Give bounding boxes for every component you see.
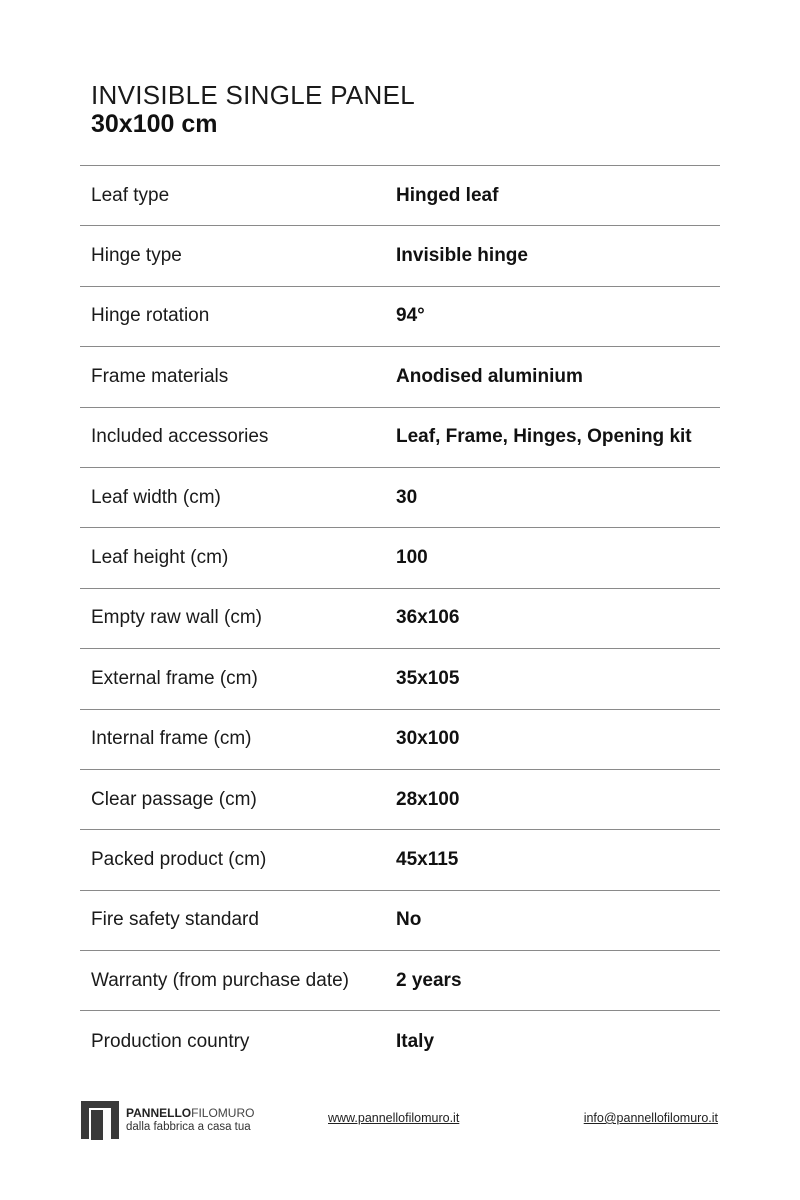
spec-row: [80, 226, 720, 286]
spec-label: External frame (cm): [91, 667, 258, 689]
page-title: INVISIBLE SINGLE PANEL: [91, 80, 416, 110]
spec-label: Included accessories: [91, 426, 269, 448]
spec-row: [80, 770, 720, 830]
spec-row: [80, 287, 720, 347]
spec-label: Packed product (cm): [91, 848, 267, 870]
spec-row: [80, 528, 720, 588]
spec-label: Leaf type: [91, 184, 170, 206]
spec-label: Leaf height (cm): [91, 547, 229, 569]
spec-row: [80, 408, 720, 468]
spec-label: Production country: [91, 1030, 250, 1052]
spec-row: [80, 347, 720, 407]
spec-row: [80, 589, 720, 649]
spec-value: 30x100: [396, 728, 460, 750]
spec-label: Clear passage (cm): [91, 788, 257, 810]
spec-row: [80, 649, 720, 709]
spec-value: Hinged leaf: [396, 184, 499, 206]
spec-value: Anodised aluminium: [396, 365, 583, 387]
spec-value: No: [396, 909, 422, 931]
spec-row: [80, 166, 720, 226]
spec-label: Leaf width (cm): [91, 486, 221, 508]
spec-value: 94°: [396, 305, 425, 327]
spec-value: 100: [396, 547, 428, 569]
spec-row: [80, 891, 720, 951]
spec-row: [80, 830, 720, 890]
brand-tagline: dalla fabbrica a casa tua: [126, 1121, 251, 1133]
spec-value: 28x100: [396, 788, 460, 810]
page-subtitle: 30x100 cm: [91, 110, 218, 138]
brand-part-1: PANNELLO: [126, 1106, 192, 1120]
spec-label: Frame materials: [91, 365, 229, 387]
door-frame-logo-icon: [80, 1100, 120, 1140]
page-header: [91, 80, 415, 138]
spec-row: [80, 951, 720, 1011]
brand-part-2: FILOMURO: [191, 1106, 255, 1120]
spec-value: 30: [396, 486, 418, 508]
page-footer: [80, 1100, 720, 1140]
spec-value: Invisible hinge: [396, 245, 528, 267]
spec-label: Hinge type: [91, 245, 182, 267]
spec-label: Fire safety standard: [91, 909, 259, 931]
website-link[interactable]: www.pannellofilomuro.it: [328, 1111, 460, 1125]
spec-value: Leaf, Frame, Hinges, Opening kit: [396, 426, 692, 448]
spec-value: 45x115: [396, 848, 459, 870]
spec-label: Empty raw wall (cm): [91, 607, 263, 629]
email-link[interactable]: info@pannellofilomuro.it: [583, 1111, 718, 1125]
spec-value: 36x106: [396, 607, 460, 629]
spec-row: [80, 710, 720, 770]
spec-table: [80, 165, 720, 1072]
spec-value: 35x105: [396, 667, 460, 689]
spec-value: Italy: [396, 1030, 435, 1052]
brand-name: [126, 1106, 254, 1134]
spec-row: [80, 1011, 720, 1071]
spec-label: Hinge rotation: [91, 305, 210, 327]
spec-label: Warranty (from purchase date): [91, 969, 349, 991]
spec-row: [80, 468, 720, 528]
spec-value: 2 years: [396, 969, 462, 991]
spec-label: Internal frame (cm): [91, 728, 252, 750]
